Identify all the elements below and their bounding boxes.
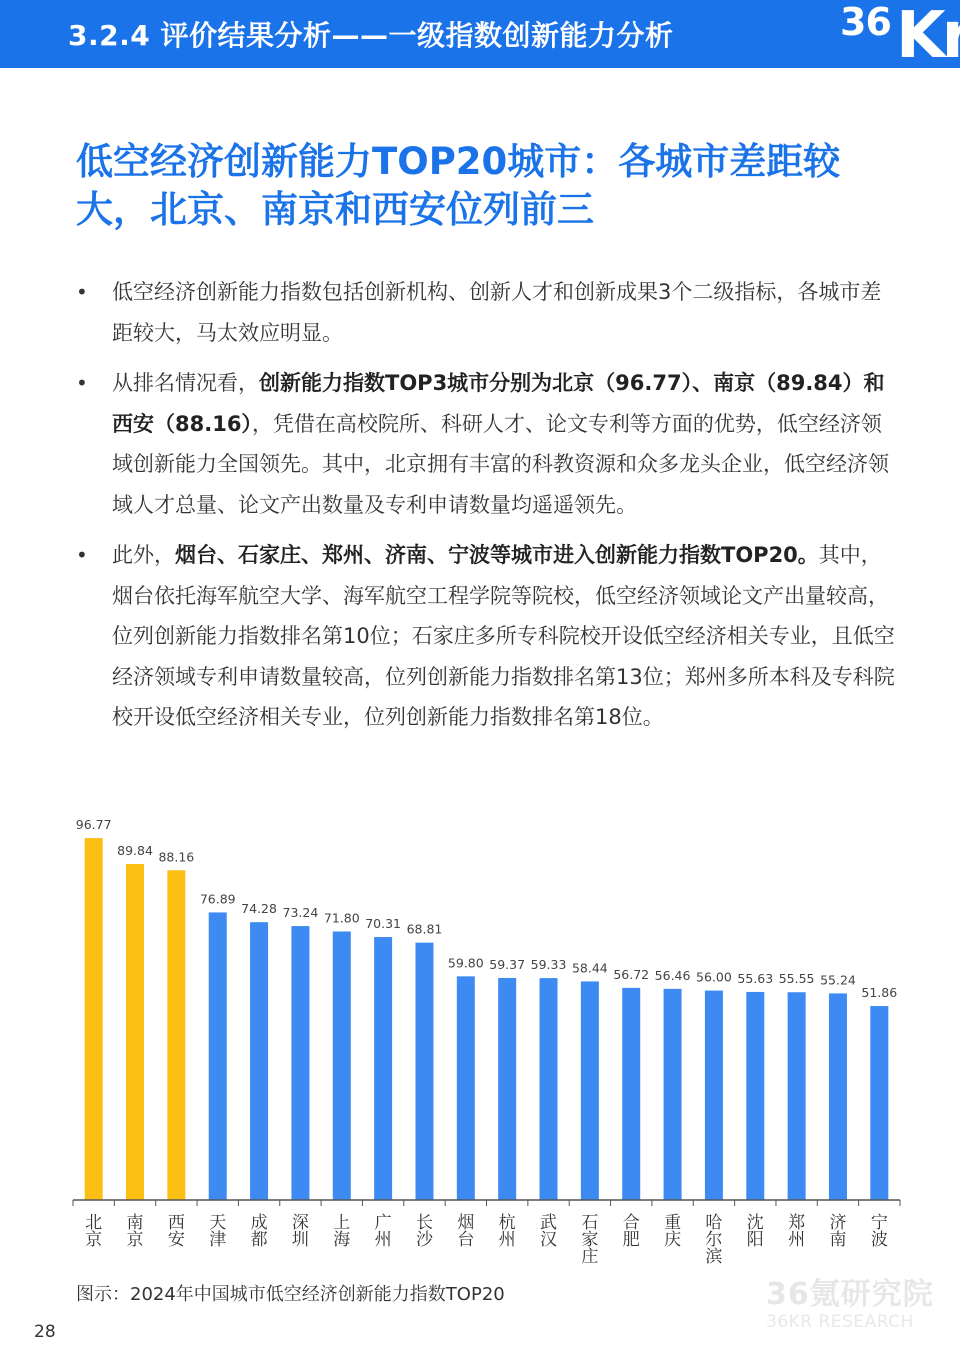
bar-value-label: 59.80 (447, 955, 484, 971)
bar-9 (415, 943, 433, 1200)
bullet-bold-text: 烟台、石家庄、郑州、济南、宁波等城市进入创新能力指数TOP20。 (175, 543, 819, 567)
bar-value-label: 68.81 (406, 921, 443, 937)
category-label: 武汉 (540, 1213, 558, 1250)
header-bar (0, 0, 969, 73)
bullet-dot-icon: • (76, 371, 88, 395)
bar-12 (540, 978, 558, 1200)
bar-5 (250, 922, 268, 1200)
bar-value-label: 89.84 (117, 842, 153, 858)
bar-value-label: 88.16 (158, 849, 195, 865)
bar-3 (167, 870, 185, 1200)
bullet-item (70, 272, 900, 353)
bar-value-label: 56.72 (613, 966, 650, 982)
logo-number: 36 (840, 0, 891, 44)
bar-chart (0, 790, 960, 1280)
bar-18 (788, 992, 806, 1200)
bar-value-label: 73.24 (282, 905, 319, 921)
category-label: 西安 (167, 1213, 185, 1250)
bar-value-label: 59.33 (530, 957, 567, 973)
category-label: 郑州 (788, 1213, 806, 1250)
category-label: 南京 (126, 1213, 144, 1250)
bullet-text: 从排名情况看， (112, 371, 259, 395)
logo-letters: Kr (896, 0, 969, 73)
bar-value-label: 51.86 (861, 985, 898, 1001)
bar-value-label: 55.55 (778, 971, 815, 987)
bar-value-label: 76.89 (199, 891, 236, 907)
bullet-text: 此外， (112, 543, 175, 567)
watermark (766, 1278, 934, 1332)
category-label: 上海 (333, 1213, 351, 1250)
category-label: 合肥 (622, 1213, 640, 1250)
category-label: 天津 (209, 1213, 227, 1250)
category-label: 广州 (374, 1213, 392, 1250)
bar-value-label: 58.44 (571, 960, 608, 976)
watermark-en: 36KR RESEARCH (766, 1312, 914, 1332)
bar-19 (829, 993, 847, 1200)
bullet-list (70, 272, 900, 748)
bar-2 (126, 864, 144, 1200)
category-label: 哈尔滨 (705, 1213, 723, 1267)
category-label: 深圳 (291, 1213, 309, 1250)
bar-value-label: 59.37 (489, 956, 526, 972)
category-label: 成都 (250, 1213, 268, 1250)
bar-6 (291, 926, 309, 1200)
bullet-bold-text: 创新能力指数TOP3城市分别为北京（96.77）、南京（89.84）和西安（88.16） (112, 371, 885, 436)
bullet-text: 低空经济创新能力指数包括创新机构、创新人才和创新成果3个二级指标，各城市差距较大，马太效应明显。 (112, 280, 882, 345)
figure-caption: 图示：2024年中国城市低空经济创新能力指数TOP20 (76, 1284, 505, 1305)
watermark-cn: 36氪研究院 (766, 1277, 934, 1312)
bar-11 (498, 978, 516, 1200)
bar-10 (457, 976, 475, 1200)
category-label: 宁波 (870, 1213, 888, 1250)
bar-value-label: 74.28 (241, 901, 277, 917)
bar-value-label: 96.77 (75, 817, 112, 833)
bar-1 (85, 838, 103, 1200)
bar-4 (209, 912, 227, 1200)
section-title: 3.2.4 评价结果分析——一级指数创新能力分析 (68, 19, 674, 52)
bullet-item (70, 535, 900, 738)
bar-value-label: 55.63 (737, 970, 774, 986)
bullet-item (70, 363, 900, 525)
bullet-text: ，凭借在高校院所、科研人才、论文专利等方面的优势，低空经济领域创新能力全国领先。其中，北京拥有丰富的科教资源和众多龙头企业，低空经济领域人才总量、论文产出数量及专利申请数量均遥遥领先。 (112, 411, 889, 517)
category-label: 杭州 (498, 1213, 516, 1250)
bar-value-label: 70.31 (365, 916, 402, 932)
bar-value-label: 55.24 (820, 972, 856, 988)
page-number: 28 (34, 1322, 56, 1342)
bar-value-label: 71.80 (323, 910, 360, 926)
bar-20 (870, 1006, 888, 1200)
category-label: 长沙 (415, 1213, 433, 1250)
bar-8 (374, 937, 392, 1200)
bullet-text: 其中，烟台依托海军航空大学、海军航空工程学院等院校，低空经济领域论文产出量较高，位列创新能力指数排名第10位；石家庄多所专科院校开设低空经济相关专业，且低空经济领域专利申请数量较高，位列创新能力指数排名第13位；郑州多所本科及专科院校开设低空经济相关专业，位列创新能力指数排名第18位。 (112, 543, 895, 729)
36kr-logo (836, 0, 969, 73)
bar-17 (746, 992, 764, 1200)
category-label: 重庆 (664, 1213, 682, 1250)
bar-value-label: 56.00 (696, 969, 732, 985)
bar-13 (581, 981, 599, 1200)
category-label: 石家庄 (581, 1213, 599, 1267)
category-label: 烟台 (457, 1213, 475, 1250)
page-title: 低空经济创新能力TOP20城市：各城市差距较大，北京、南京和西安位列前三 (76, 140, 841, 231)
bar-value-label: 56.46 (654, 967, 691, 983)
bar-16 (705, 991, 723, 1200)
category-label: 北京 (85, 1213, 103, 1250)
bullet-dot-icon: • (76, 543, 88, 567)
category-label: 沈阳 (746, 1213, 764, 1250)
category-label: 济南 (829, 1213, 847, 1250)
bar-7 (333, 931, 351, 1200)
bar-14 (622, 988, 640, 1200)
bar-15 (664, 989, 682, 1200)
bullet-dot-icon: • (76, 280, 88, 304)
